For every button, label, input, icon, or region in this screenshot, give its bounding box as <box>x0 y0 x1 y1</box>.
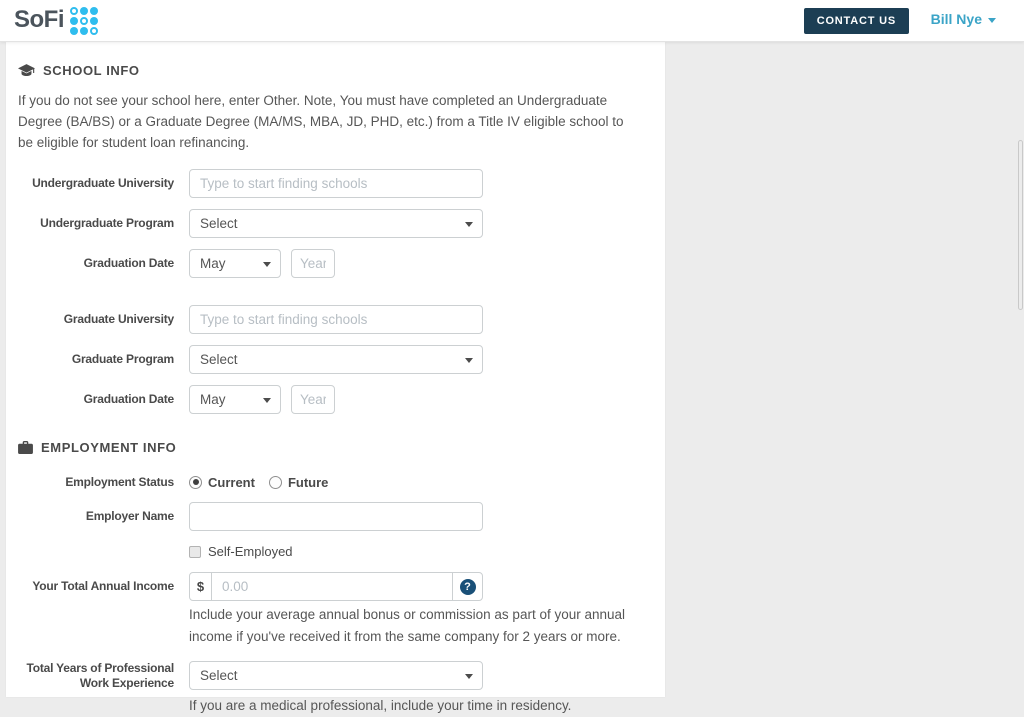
employment-info-title: EMPLOYMENT INFO <box>41 440 177 455</box>
select-caret-icon <box>465 358 473 363</box>
employment-status-radio-group <box>189 472 342 492</box>
employer-name-label: Employer Name <box>85 509 174 523</box>
work-experience-label: Total Years of Professional Work Experience <box>26 661 174 690</box>
school-info-description: If you do not see your school here, enter Other. Note, You must have completed an Undergraduate Degree (BA/BS) or a Graduate Degree (MA/MS, MBA, JD, PHD, etc.) from a Title IV eligible school to be eligible for student loan refinancing. <box>18 93 624 150</box>
undergrad-program-select[interactable] <box>189 209 483 238</box>
grad-program-value: Select <box>200 352 238 367</box>
briefcase-icon <box>18 441 33 454</box>
employer-name-input[interactable] <box>189 502 483 531</box>
select-caret-icon <box>465 222 473 227</box>
select-caret-icon <box>263 262 271 267</box>
undergrad-university-input[interactable] <box>189 169 483 198</box>
annual-income-row <box>6 572 665 648</box>
grad-graduation-month-select[interactable] <box>189 385 281 414</box>
sofi-logo-dots-icon <box>70 7 98 35</box>
grad-university-label: Graduate University <box>63 312 174 326</box>
employment-status-row <box>6 468 665 492</box>
grad-university-input[interactable] <box>189 305 483 334</box>
radio-future-label: Future <box>287 474 329 490</box>
work-experience-value: Select <box>200 668 238 683</box>
employment-status-option-current[interactable] <box>189 475 255 490</box>
work-experience-row <box>6 661 665 717</box>
undergrad-university-row <box>6 169 665 198</box>
grad-graduation-date-row <box>6 385 665 414</box>
annual-income-help-text: Include your average annual bonus or commission as part of your annual income if you've received it from the same company for 2 years or more. <box>189 607 626 644</box>
employment-status-option-future[interactable] <box>269 475 328 490</box>
annual-income-group <box>189 572 483 601</box>
undergrad-graduation-month-value: May <box>200 256 226 271</box>
grad-university-row <box>6 305 665 334</box>
grad-graduation-year-input[interactable] <box>291 385 335 414</box>
question-mark-icon: ? <box>460 579 476 595</box>
undergrad-graduation-date-row <box>6 249 665 278</box>
undergrad-program-label: Undergraduate Program <box>40 216 174 230</box>
employment-status-label: Employment Status <box>65 475 174 489</box>
grad-graduation-month-value: May <box>200 392 226 407</box>
graduation-cap-icon <box>18 64 35 77</box>
grad-graduation-date-label: Graduation Date <box>83 392 174 406</box>
chevron-down-icon <box>988 18 996 23</box>
currency-symbol: $ <box>190 573 212 600</box>
self-employed-label: Self-Employed <box>208 544 293 559</box>
employment-info-section-header <box>18 440 665 455</box>
user-name: Bill Nye <box>930 11 982 27</box>
contact-us-button[interactable]: CONTACT US <box>804 8 909 34</box>
grad-program-row <box>6 345 665 374</box>
work-experience-select[interactable] <box>189 661 483 690</box>
employer-name-row <box>6 502 665 531</box>
undergrad-graduation-date-label: Graduation Date <box>83 256 174 270</box>
annual-income-label: Your Total Annual Income <box>32 579 174 593</box>
work-experience-help-text: If you are a medical professional, include your time in residency. <box>189 698 572 713</box>
undergrad-graduation-month-select[interactable] <box>189 249 281 278</box>
page-background <box>0 42 1024 713</box>
select-caret-icon <box>465 674 473 679</box>
school-info-title: SCHOOL INFO <box>43 63 140 78</box>
grad-program-select[interactable] <box>189 345 483 374</box>
self-employed-checkbox[interactable] <box>189 546 201 558</box>
radio-current-label: Current <box>208 474 255 490</box>
grad-program-label: Graduate Program <box>71 352 174 366</box>
school-info-section-header <box>18 63 665 78</box>
self-employed-row[interactable] <box>189 544 665 559</box>
vertical-scrollbar-thumb[interactable] <box>1018 140 1023 310</box>
undergrad-program-row <box>6 209 665 238</box>
select-caret-icon <box>263 398 271 403</box>
sofi-logo-text: SoFi <box>14 6 64 33</box>
top-header <box>0 0 1024 42</box>
application-form-card <box>6 42 665 713</box>
sofi-logo[interactable] <box>14 5 98 35</box>
undergrad-program-value: Select <box>200 216 238 231</box>
annual-income-input[interactable] <box>212 573 452 600</box>
annual-income-help-button[interactable] <box>452 573 482 600</box>
user-account-menu[interactable] <box>931 11 996 27</box>
undergrad-university-label: Undergraduate University <box>32 176 174 190</box>
undergrad-graduation-year-input[interactable] <box>291 249 335 278</box>
radio-current-icon[interactable] <box>189 476 202 489</box>
radio-future-icon[interactable] <box>269 476 282 489</box>
